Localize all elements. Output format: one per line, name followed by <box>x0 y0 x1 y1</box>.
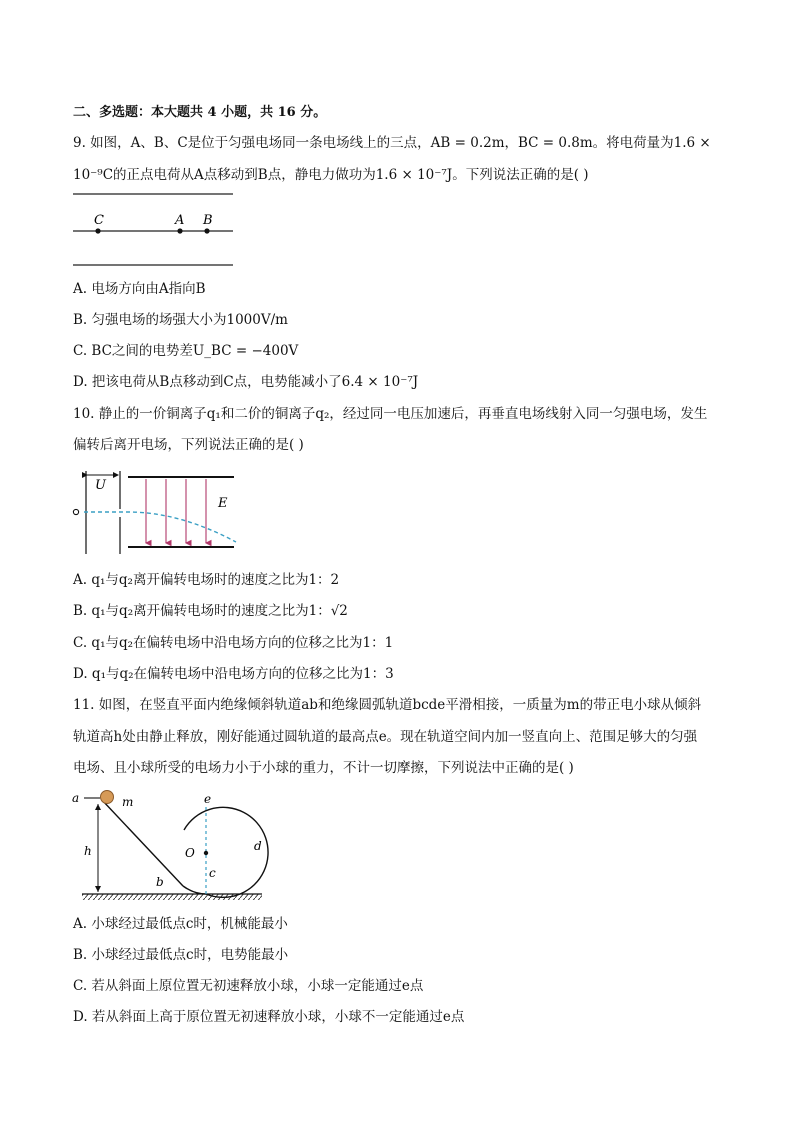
q9-stem-line-1: 9. 如图，A、B、C是位于匀强电场同一条电场线上的三点，AB = 0.2m，BC = 0.8m。将电荷量为1.6 × <box>73 135 711 151</box>
q10-ion-trajectory <box>84 512 236 542</box>
q11-stem-line-2: 轨道高h处由静止释放，刚好能通过圆轨道的最高点e。现在轨道空间内加一竖直向上、范围足够大的匀强 <box>73 729 698 745</box>
q9-option-a: A. 电场方向由A指向B <box>73 281 206 297</box>
q11-stem-line-1: 11. 如图，在竖直平面内绝缘倾斜轨道ab和绝缘圆弧轨道bcde平滑相接，一质量为m的带正电小球从倾斜 <box>73 697 702 713</box>
q11-option-d: D. 若从斜面上高于原位置无初速释放小球，小球不一定能通过e点 <box>73 1009 465 1025</box>
q9-label-a: A <box>175 213 185 228</box>
q11-label-m: m <box>122 795 134 809</box>
q9-stem-line-2: 10⁻⁹C的正点电荷从A点移动到B点，静电力做功为1.6 × 10⁻⁷J。下列说法正确的是( ) <box>73 167 589 183</box>
q11-stem-line-3: 电场、且小球所受的电场力小于小球的重力，不计一切摩擦，下列说法中正确的是( ) <box>73 760 574 776</box>
q11-label-c: c <box>209 866 216 880</box>
q9-label-b: B <box>203 213 213 228</box>
q9-point-a <box>177 228 182 233</box>
q9-label-c: C <box>94 213 104 228</box>
q11-option-c: C. 若从斜面上原位置无初速释放小球，小球一定能通过e点 <box>73 978 424 994</box>
q11-ball <box>101 791 114 804</box>
q10-option-b: B. q₁与q₂离开偏转电场时的速度之比为1：√2 <box>73 603 348 619</box>
q9-option-b: B. 匀强电场的场强大小为1000V/m <box>73 312 288 328</box>
q10-option-a: A. q₁与q₂离开偏转电场时的速度之比为1：2 <box>73 572 340 588</box>
q11-label-a: a <box>72 791 80 805</box>
q10-label-u: U <box>95 478 106 493</box>
q11-incline-track <box>102 800 183 886</box>
q11-label-h: h <box>84 844 92 858</box>
q10-option-d: D. q₁与q₂在偏转电场中沿电场方向的位移之比为1：3 <box>73 666 394 682</box>
q10-stem-line-1: 10. 静止的一价铜离子q₁和二价的铜离子q₂，经过同一电压加速后，再垂直电场线射入同一匀强电场，发生 <box>73 406 708 422</box>
q11-figure <box>70 784 270 904</box>
q11-ground-hatching <box>82 894 262 900</box>
q11-label-b: b <box>156 875 164 889</box>
q11-option-a: A. 小球经过最低点c时，机械能最小 <box>73 916 288 932</box>
section-header: 二、多选题：本大题共 4 小题，共 16 分。 <box>73 105 327 120</box>
q10-ion-source <box>73 509 78 514</box>
q9-figure <box>72 190 236 270</box>
q9-option-c: C. BC之间的电势差U_BC = −400V <box>73 343 299 359</box>
q11-option-b: B. 小球经过最低点c时，电势能最小 <box>73 947 289 963</box>
q10-figure <box>70 465 240 557</box>
q11-label-e: e <box>204 792 212 806</box>
q10-option-c: C. q₁与q₂在偏转电场中沿电场方向的位移之比为1：1 <box>73 635 394 651</box>
q10-stem-line-2: 偏转后离开电场，下列说法正确的是( ) <box>73 437 304 453</box>
q9-point-b <box>204 228 209 233</box>
q9-point-c <box>95 228 100 233</box>
q11-center-point <box>204 851 208 855</box>
q9-option-d: D. 把该电荷从B点移动到C点，电势能减小了6.4 × 10⁻⁷J <box>73 374 419 390</box>
q11-label-d: d <box>254 839 262 853</box>
q11-label-o: O <box>185 846 195 860</box>
q10-label-e: E <box>218 496 228 511</box>
